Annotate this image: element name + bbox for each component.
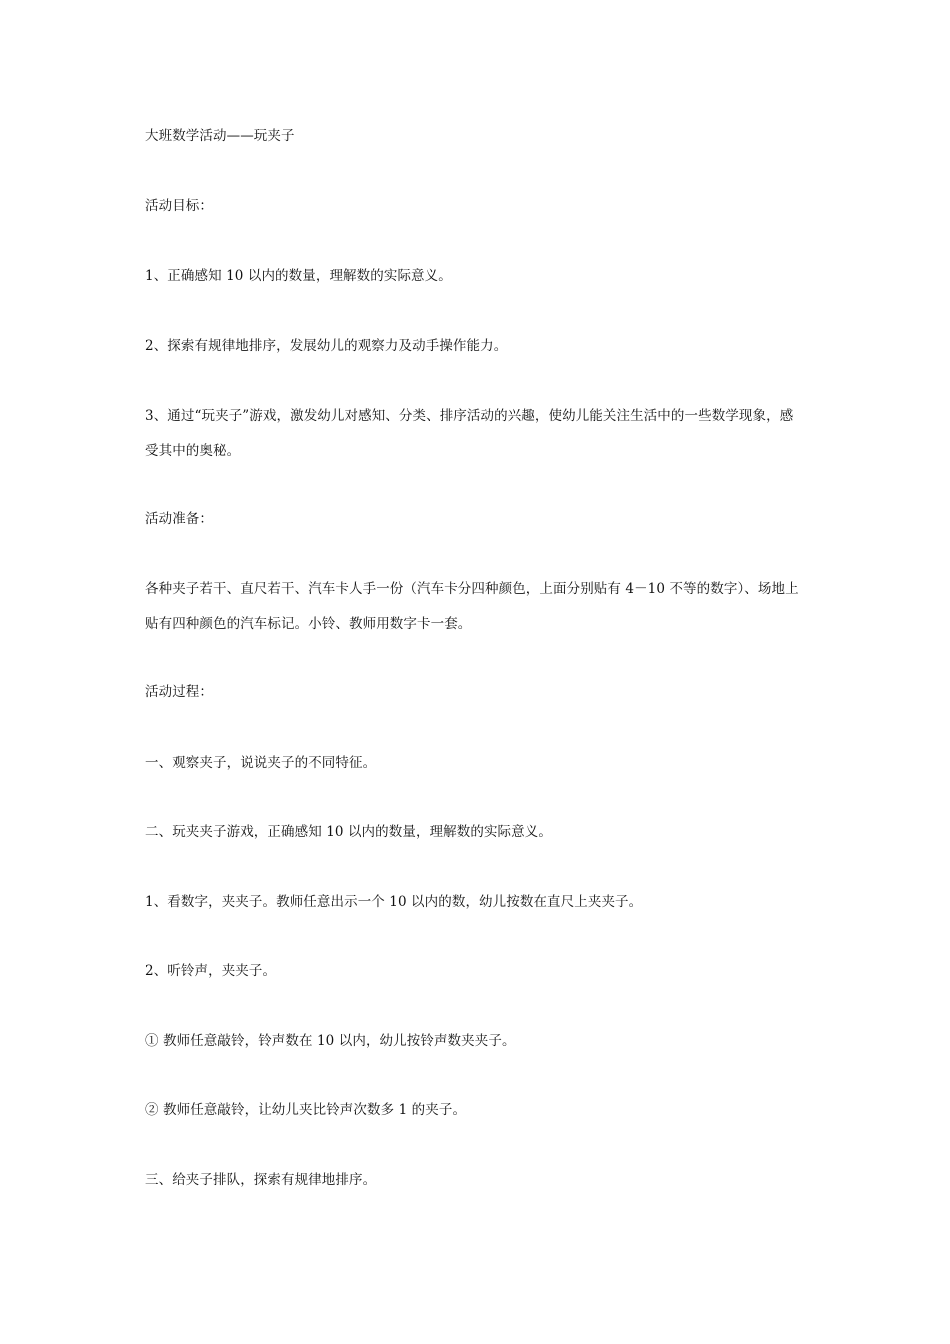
step-3: 三、给夹子排队，探索有规律地排序。 (145, 1172, 377, 1188)
step-2-2-b: ② 教师任意敲铃，让幼儿夹比铃声次数多 1 的夹子。 (145, 1102, 467, 1118)
goals-heading: 活动目标： (145, 198, 213, 214)
step-1: 一、观察夹子，说说夹子的不同特征。 (145, 755, 377, 771)
step-2-2: 2、听铃声，夹夹子。 (145, 963, 277, 979)
document-title: 大班数学活动——玩夹子 (145, 128, 295, 144)
step-2-2-a: ① 教师任意敲铃，铃声数在 10 以内，幼儿按铃声数夹夹子。 (145, 1033, 516, 1049)
goal-3-line-1: 3、通过“玩夹子”游戏，激发幼儿对感知、分类、排序活动的兴趣，使幼儿能关注生活中的一些数学现象，感 (145, 408, 794, 424)
step-2-1: 1、看数字，夹夹子。教师任意出示一个 10 以内的数，幼儿按数在直尺上夹夹子。 (145, 894, 643, 910)
step-2: 二、玩夹夹子游戏，正确感知 10 以内的数量，理解数的实际意义。 (145, 824, 552, 840)
prep-heading: 活动准备： (145, 511, 213, 527)
prep-line-1: 各种夹子若干、直尺若干、汽车卡人手一份（汽车卡分四种颜色，上面分别贴有 4－10 不等的数字）、场地上 (145, 581, 799, 597)
prep-line-2: 贴有四种颜色的汽车标记。小铃、教师用数字卡一套。 (145, 616, 472, 632)
goal-3-line-2: 受其中的奥秘。 (145, 443, 241, 459)
process-heading: 活动过程： (145, 684, 213, 700)
goal-1: 1、正确感知 10 以内的数量，理解数的实际意义。 (145, 268, 452, 284)
goal-2: 2、探索有规律地排序，发展幼儿的观察力及动手操作能力。 (145, 338, 508, 354)
